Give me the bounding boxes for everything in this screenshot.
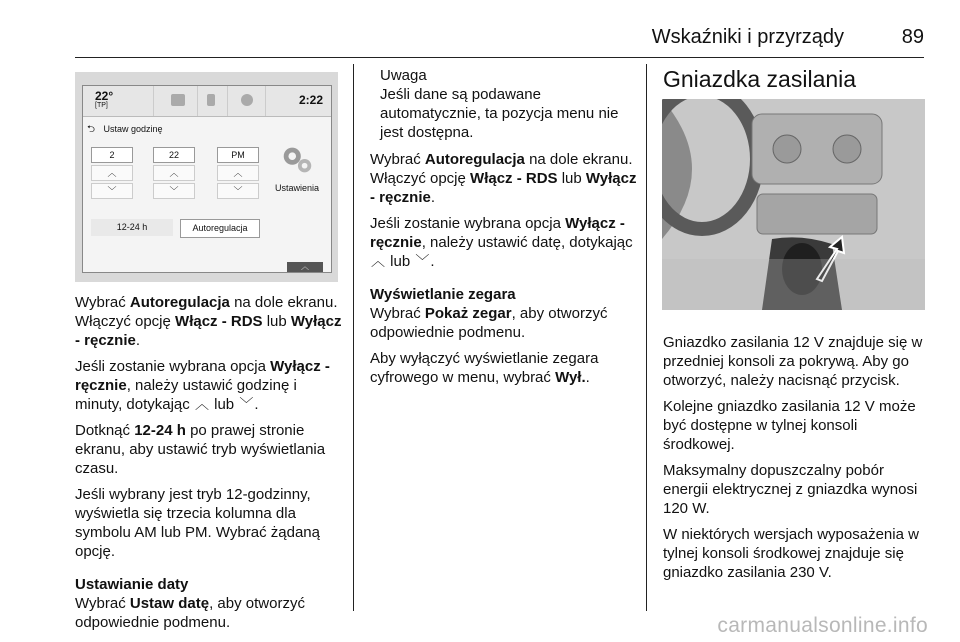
text: po prawej stronie ekranu, aby ustawić tryb wyświetlania czasu. [75,422,326,477]
bold-text: Wyłącz - ręcznie [370,170,637,206]
text: Jeśli zostanie wybrana opcja [370,215,566,232]
bold-text: Włącz - RDS [175,313,263,330]
bold-text: 12-24 h [134,422,186,439]
text: . [585,369,590,386]
text: na dole ekranu. Włączyć opcję [370,151,633,187]
clock: 2:22 [298,93,323,107]
chevron-down-icon: ﹀ [217,183,259,199]
console-photo [662,99,925,310]
text: lub [386,253,415,270]
text: , należy ustawić datę, dotykając [421,234,633,251]
text: Wybrać [370,151,425,168]
text: Dotknąć [75,422,135,439]
hour-value: 2 [91,147,133,163]
text: . [430,253,435,270]
text: lub [209,396,239,413]
column-divider-2 [646,64,647,611]
settings-label: Ustawienia [275,183,320,193]
bold-text: Włącz - RDS [470,170,558,187]
btn-12-24h: 12-24 h [91,219,173,236]
text: Wybrać [75,294,130,311]
minute-value: 22 [153,147,195,163]
paragraph [370,214,638,271]
chevron-up-icon: ︿ [153,165,195,181]
paragraph [370,304,638,342]
page-number: 89 [901,26,924,48]
text: , aby otworzyć odpowiednie podmenu. [370,305,608,341]
bold-text: Ustaw datę [129,595,210,612]
tp-indicator: [TP] [95,102,108,109]
bold-text: Wyłącz - ręcznie [75,358,330,394]
note-text: Jeśli dane są podawane automatycznie, ta pozycja menu nie jest dostępna. [380,86,619,141]
paragraph [75,594,343,632]
bold-text: Wyłącz - ręcznie [370,215,625,251]
temperature: 22° [95,89,114,103]
bold-text: Wył. [555,369,586,386]
text: . [254,396,259,413]
column-divider-1 [353,64,354,611]
bold-text: Autoregulacja [129,294,230,311]
chevron-down-icon: ﹀ [91,183,133,199]
hour-spinner [91,147,133,199]
paragraph: Gniazdko zasilania 12 V znajduje się w przedniej konsoli za pokrywą. Aby go otworzyć, należy nacisnąć przycisk. [663,334,923,389]
phone-icon [207,94,215,106]
chevron-down-icon: ﹀ [415,253,430,269]
text: Jeśli zostanie wybrana opcja [75,358,271,375]
paragraph [370,349,638,387]
info-icon [241,94,253,106]
watermark: carmanualsonline.info [717,614,928,637]
chevron-up-icon: ︿ [371,253,385,269]
chevron-down-icon: ﹀ [153,183,195,199]
bold-text: Wyłącz - ręcznie [75,313,342,349]
paragraph: Kolejne gniazdko zasilania 12 V może być dostępne w tylnej konsoli środkowej. [663,398,916,453]
header-title: Wskaźniki i przyrządy [651,26,844,48]
text: . [430,189,436,206]
status-divider [153,86,154,116]
power-outlet-illustration [662,99,925,310]
nav-icon [171,94,185,106]
column-1 [75,293,343,639]
chevron-up-icon: ︿ [217,165,259,181]
paragraph [75,421,343,478]
status-divider [197,86,198,116]
column-2 [370,66,638,394]
paragraph [75,293,343,350]
status-bar [83,86,331,117]
note-box [380,66,638,142]
text: lub [557,170,586,187]
minute-spinner [153,147,195,199]
paragraph [370,150,638,207]
collapse-tab: ︿ [287,262,323,272]
subheading: Ustawianie daty [75,576,189,593]
ampm-value: PM [217,147,259,163]
header-rule [75,57,924,58]
chevron-up-icon: ︿ [194,396,209,412]
text: , należy ustawić godzinę i minuty, dotykając [75,377,297,413]
chevron-down-icon: ﹀ [239,396,254,412]
gear-icon [278,141,316,179]
ampm-spinner [217,147,259,199]
paragraph: Maksymalny dopuszczalny pobór energii elektrycznej z gniazdka wynosi 120 W. [663,462,918,517]
text: , aby otworzyć odpowiednie podmenu. [75,595,305,631]
menu-title: Ustaw godzinę [103,124,163,134]
screen-display [82,85,332,273]
text: Aby wyłączyć wyświetlanie zegara cyfrowego w menu, wybrać [370,350,599,386]
chevron-up-icon: ︿ [91,165,133,181]
btn-autoregulacja: Autoregulacja [180,219,260,238]
section-heading: Gniazdka zasilania [663,66,857,92]
menu-title-row [87,122,267,138]
text: na dole ekranu. Włączyć opcję [75,294,338,330]
text: Wybrać [370,305,425,322]
back-icon: ⮌ [87,124,96,135]
subheading: Wyświetlanie zegara [370,286,516,303]
text: lub [262,313,291,330]
bold-text: Autoregulacja [424,151,525,168]
paragraph [75,357,343,414]
page-header [75,22,924,58]
note-title: Uwaga [380,67,427,84]
paragraph: Jeśli wybrany jest tryb 12-godzinny, wyświetla się trzecia kolumna dla symbolu AM lub PM. Wybrać żądaną opcję. [75,486,320,560]
status-divider [265,86,266,116]
paragraph: W niektórych wersjach wyposażenia w tylnej konsoli środkowej znajduje się gniazdko zasilania 230 V. [663,526,919,581]
text: Wybrać [75,595,130,612]
bold-text: Pokaż zegar [424,305,512,322]
column-3 [663,333,928,589]
text: . [135,332,141,349]
screen-illustration [75,72,338,282]
status-divider [227,86,228,116]
